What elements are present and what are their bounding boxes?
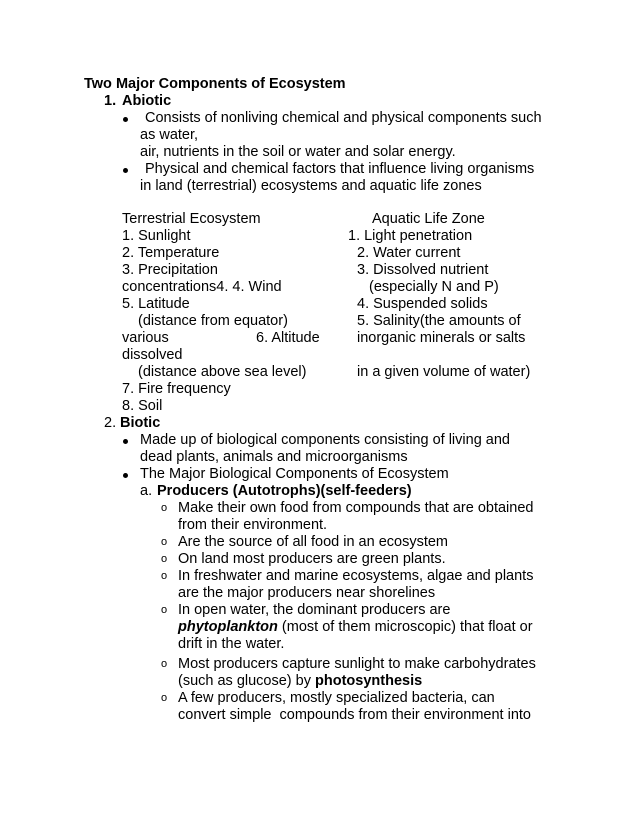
producer-point-7-line-1: A few producers, mostly specialized bacteria, can [178,690,495,706]
producer-point-2: Are the source of all food in an ecosystem [178,534,449,550]
terrestrial-item: 7. Fire frequency [122,381,231,397]
producer-point-1-line-1: Make their own food from compounds that are obtained [178,500,534,516]
producers-heading: Producers (Autotrophs)(self-feeders) [157,483,412,499]
aquatic-item-note: in a given volume of water) [357,364,531,380]
aquatic-item-note: inorganic minerals or salts [357,330,526,346]
phytoplankton-term: phytoplankton [178,619,278,635]
document-title: Two Major Components of Ecosystem [84,76,346,92]
abiotic-bullet-2-line-1: Physical and chemical factors that influence living organisms [145,161,535,177]
aquatic-item: 5. Salinity(the amounts of [357,313,521,329]
aquatic-item: 4. Suspended solids [357,296,488,312]
terrestrial-item-note: (distance from equator) [138,313,288,329]
terrestrial-item: 6. Altitude [256,330,320,346]
biotic-bullet-2: The Major Biological Components of Ecosystem [140,466,449,482]
abiotic-bullet-2-line-2: in land (terrestrial) ecosystems and aquatic life zones [140,178,482,194]
producer-point-6-line-2-pre: (such as glucose) by [178,673,316,689]
circle-bullet-icon: o [161,502,168,514]
aquatic-item: 1. Light penetration [348,228,473,244]
terrestrial-item: 8. Soil [122,398,163,414]
bullet-icon [123,117,128,122]
circle-bullet-icon: o [161,536,168,548]
circle-bullet-icon: o [161,604,168,616]
circle-bullet-icon: o [161,658,168,670]
producer-point-5-line-1: In open water, the dominant producers are [178,602,451,618]
aquatic-item: 2. Water current [357,245,461,261]
biotic-bullet-1-line-1: Made up of biological components consisting of living and [140,432,510,448]
terrestrial-item: 2. Temperature [122,245,220,261]
producer-point-6-line-1: Most producers capture sunlight to make carbohydrates [178,656,536,672]
terrestrial-item: dissolved [122,347,183,363]
terrestrial-item: 1. Sunlight [122,228,191,244]
producer-point-1-line-2: from their environment. [178,517,328,533]
terrestrial-item-note: (distance above sea level) [138,364,307,380]
producer-point-6-line-2 [178,673,422,690]
abiotic-bullet-1-line-1: Consists of nonliving chemical and physical components such [145,110,542,126]
producer-point-4-line-1: In freshwater and marine ecosystems, algae and plants [178,568,534,584]
circle-bullet-icon: o [161,692,168,704]
bullet-icon [123,439,128,444]
biotic-bullet-1-line-2: dead plants, animals and microorganisms [140,449,408,465]
producer-point-5-line-2 [178,619,533,636]
terrestrial-item: 5. Latitude [122,296,190,312]
photosynthesis-term: photosynthesis [315,673,423,689]
abiotic-bullet-1-line-3: air, nutrients in the soil or water and solar energy. [140,144,456,160]
aquatic-item-note: (especially N and P) [369,279,499,295]
producer-point-5-line-2-rest: (most of them microscopic) that float or [277,619,533,635]
terrestrial-item: concentrations4. 4. Wind [122,279,282,295]
abiotic-heading: Abiotic [122,93,172,109]
producer-point-4-line-2: are the major producers near shorelines [178,585,436,601]
producer-point-7-line-2: convert simple compounds from their environment into [178,707,531,723]
terrestrial-item: 3. Precipitation [122,262,218,278]
producer-point-5-line-3: drift in the water. [178,636,285,652]
aquatic-header: Aquatic Life Zone [372,211,485,227]
biotic-heading: Biotic [120,415,161,431]
circle-bullet-icon: o [161,570,168,582]
producers-prefix: a. [140,483,153,499]
circle-bullet-icon: o [161,553,168,565]
bullet-icon [123,168,128,173]
biotic-number: 2. [104,415,117,431]
terrestrial-header: Terrestrial Ecosystem [122,211,261,227]
bullet-icon [123,473,128,478]
producer-point-3: On land most producers are green plants. [178,551,446,567]
abiotic-bullet-1-line-2: as water, [140,127,199,143]
terrestrial-item: various [122,330,169,346]
abiotic-number: 1. [104,93,117,109]
aquatic-item: 3. Dissolved nutrient [357,262,489,278]
